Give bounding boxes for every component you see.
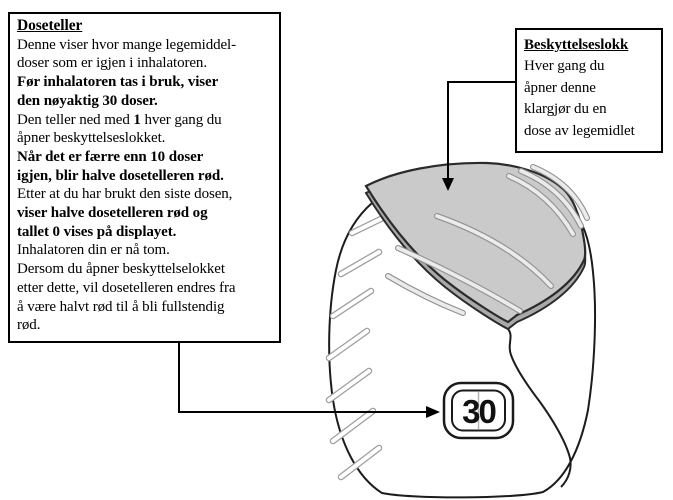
protective-cap-title: Beskyttelseslokk (524, 37, 629, 53)
protective-cap-callout (515, 28, 663, 153)
dose-counter-line: den nøyaktig 30 doser. (17, 92, 158, 109)
dose-counter-line (17, 111, 274, 130)
dose-display-value: 30 (462, 393, 495, 430)
dose-counter-line: rød. (17, 317, 41, 334)
protective-cap-line: åpner denne (524, 79, 596, 96)
dose-counter-line: viser halve dosetelleren rød og (17, 205, 208, 222)
dose-counter-line: åpner beskyttelseslokket. (17, 130, 166, 147)
dose-counter-line: tallet 0 vises på displayet. (17, 223, 177, 240)
dose-counter-line: Denne viser hvor mange legemiddel- (17, 36, 237, 53)
dose-counter-line: etter dette, vil dosetelleren endres fra (17, 279, 236, 296)
dose-counter-line: å være halvt rød til å bli fullstendig (17, 298, 225, 315)
dose-counter-line: Dersom du åpner beskyttelselokket (17, 261, 225, 278)
dose-counter-callout (8, 12, 281, 343)
dose-counter-line-part: hver gang du (140, 111, 222, 128)
dose-counter-line: doser som er igjen i inhalatoren. (17, 55, 207, 72)
dose-counter-title: Doseteller (17, 17, 83, 34)
dose-counter-line-part: Den teller ned med (17, 111, 134, 128)
protective-cap-line: Hver gang du (524, 58, 605, 75)
dose-counter-line: Før inhalatoren tas i bruk, viser (17, 74, 219, 91)
protective-cap-line: dose av legemidlet (524, 122, 635, 139)
dose-counter-line-part: 1 (133, 111, 141, 128)
dose-counter-line: igjen, blir halve dosetelleren rød. (17, 167, 224, 184)
dose-counter-line: Inhalatoren din er nå tom. (17, 242, 170, 259)
dose-counter-line: Etter at du har brukt den siste dosen, (17, 186, 233, 203)
dose-counter-line: Når det er færre enn 10 doser (17, 148, 204, 165)
protective-cap-line: klargjør du en (524, 101, 607, 118)
dose-display (444, 383, 513, 438)
